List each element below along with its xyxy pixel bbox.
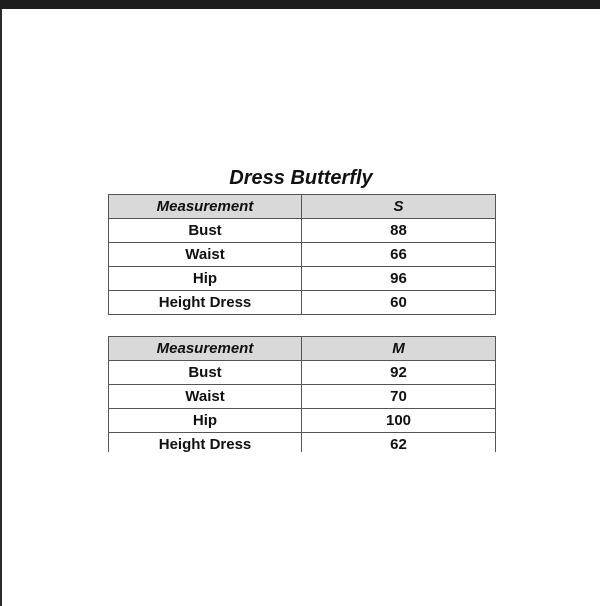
table-row (109, 409, 496, 433)
measurement-value: 70 (302, 385, 496, 409)
size-chart-m-table (108, 336, 496, 456)
column-header-measurement: Measurement (109, 195, 302, 219)
table-header-row (109, 337, 496, 361)
table-row (109, 361, 496, 385)
table-row (109, 267, 496, 291)
measurement-value: 88 (302, 219, 496, 243)
measurement-label: Waist (109, 243, 302, 267)
image-crop-edge (100, 452, 520, 482)
table-row (109, 243, 496, 267)
column-header-size: S (302, 195, 496, 219)
window-left-edge (0, 9, 2, 606)
measurement-value: 60 (302, 291, 496, 315)
column-header-size: M (302, 337, 496, 361)
measurement-label: Bust (109, 219, 302, 243)
table-row (109, 219, 496, 243)
measurement-value: 92 (302, 361, 496, 385)
column-header-measurement: Measurement (109, 337, 302, 361)
measurement-label: Height Dress (109, 291, 302, 315)
measurement-value: 62 (302, 433, 496, 457)
measurement-label: Height Dress (109, 433, 302, 457)
window-top-bar (0, 0, 600, 9)
measurement-label: Hip (109, 409, 302, 433)
measurement-label: Bust (109, 361, 302, 385)
size-chart-s-table (108, 194, 496, 315)
measurement-value: 96 (302, 267, 496, 291)
table-row (109, 385, 496, 409)
measurement-value: 100 (302, 409, 496, 433)
measurement-label: Waist (109, 385, 302, 409)
document-title: Dress Butterfly (229, 167, 373, 189)
table-header-row (109, 195, 496, 219)
table-row (109, 291, 496, 315)
measurement-value: 66 (302, 243, 496, 267)
measurement-label: Hip (109, 267, 302, 291)
